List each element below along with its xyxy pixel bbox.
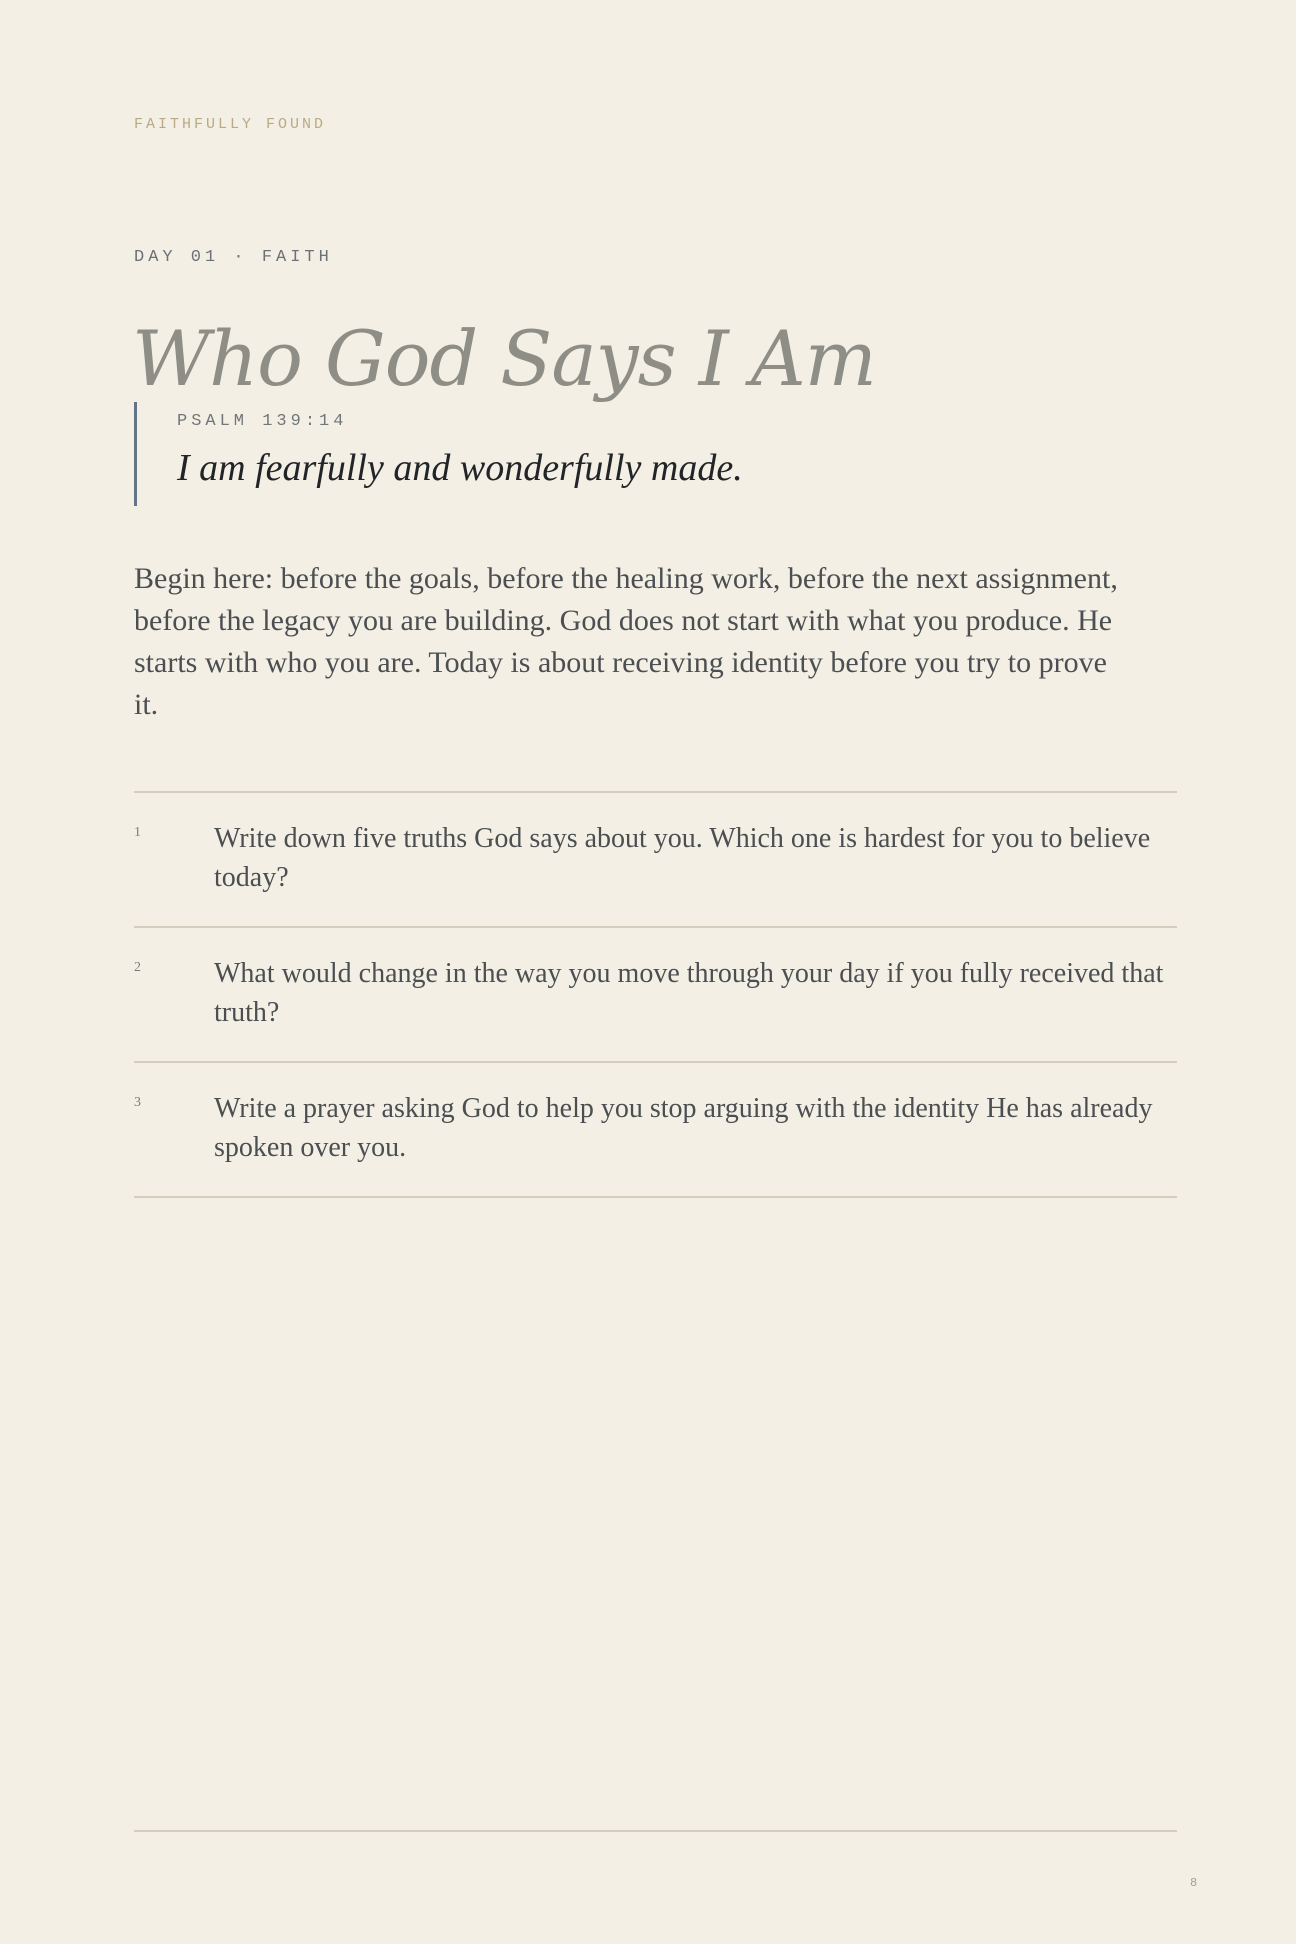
prompt-text: What would change in the way you move through your day if you fully received that truth? <box>214 958 1164 1028</box>
footer-divider <box>134 1830 1177 1832</box>
scripture-reference: PSALM 139:14 <box>177 412 348 431</box>
prompt-item <box>134 1063 1177 1198</box>
page-number: 8 <box>1190 1876 1198 1890</box>
prompt-item <box>134 928 1177 1063</box>
day-eyebrow: DAY 01 · FAITH <box>134 248 333 267</box>
scripture-verse: I am fearfully and wonderfully made. <box>177 447 743 489</box>
prompt-item <box>134 793 1177 928</box>
intro-paragraph: Begin here: before the goals, before the healing work, before the next assignment, before the legacy you are building. God does not start with what you produce. He starts with who you are. Today is about receiving identity before you try to prove it. <box>134 562 1118 721</box>
prompt-number: 2 <box>134 960 141 975</box>
prompt-number: 3 <box>134 1095 141 1110</box>
prompt-text: Write down five truths God says about you. Which one is hardest for you to believe today? <box>214 823 1151 893</box>
page-title: Who God Says I Am <box>132 313 876 403</box>
prompt-text: Write a prayer asking God to help you stop arguing with the identity He has already spoken over you. <box>214 1093 1153 1163</box>
brand-label: FAITHFULLY FOUND <box>134 116 327 133</box>
prompt-list <box>134 791 1177 1198</box>
scripture-block <box>134 402 1037 506</box>
prompt-number: 1 <box>134 825 141 840</box>
